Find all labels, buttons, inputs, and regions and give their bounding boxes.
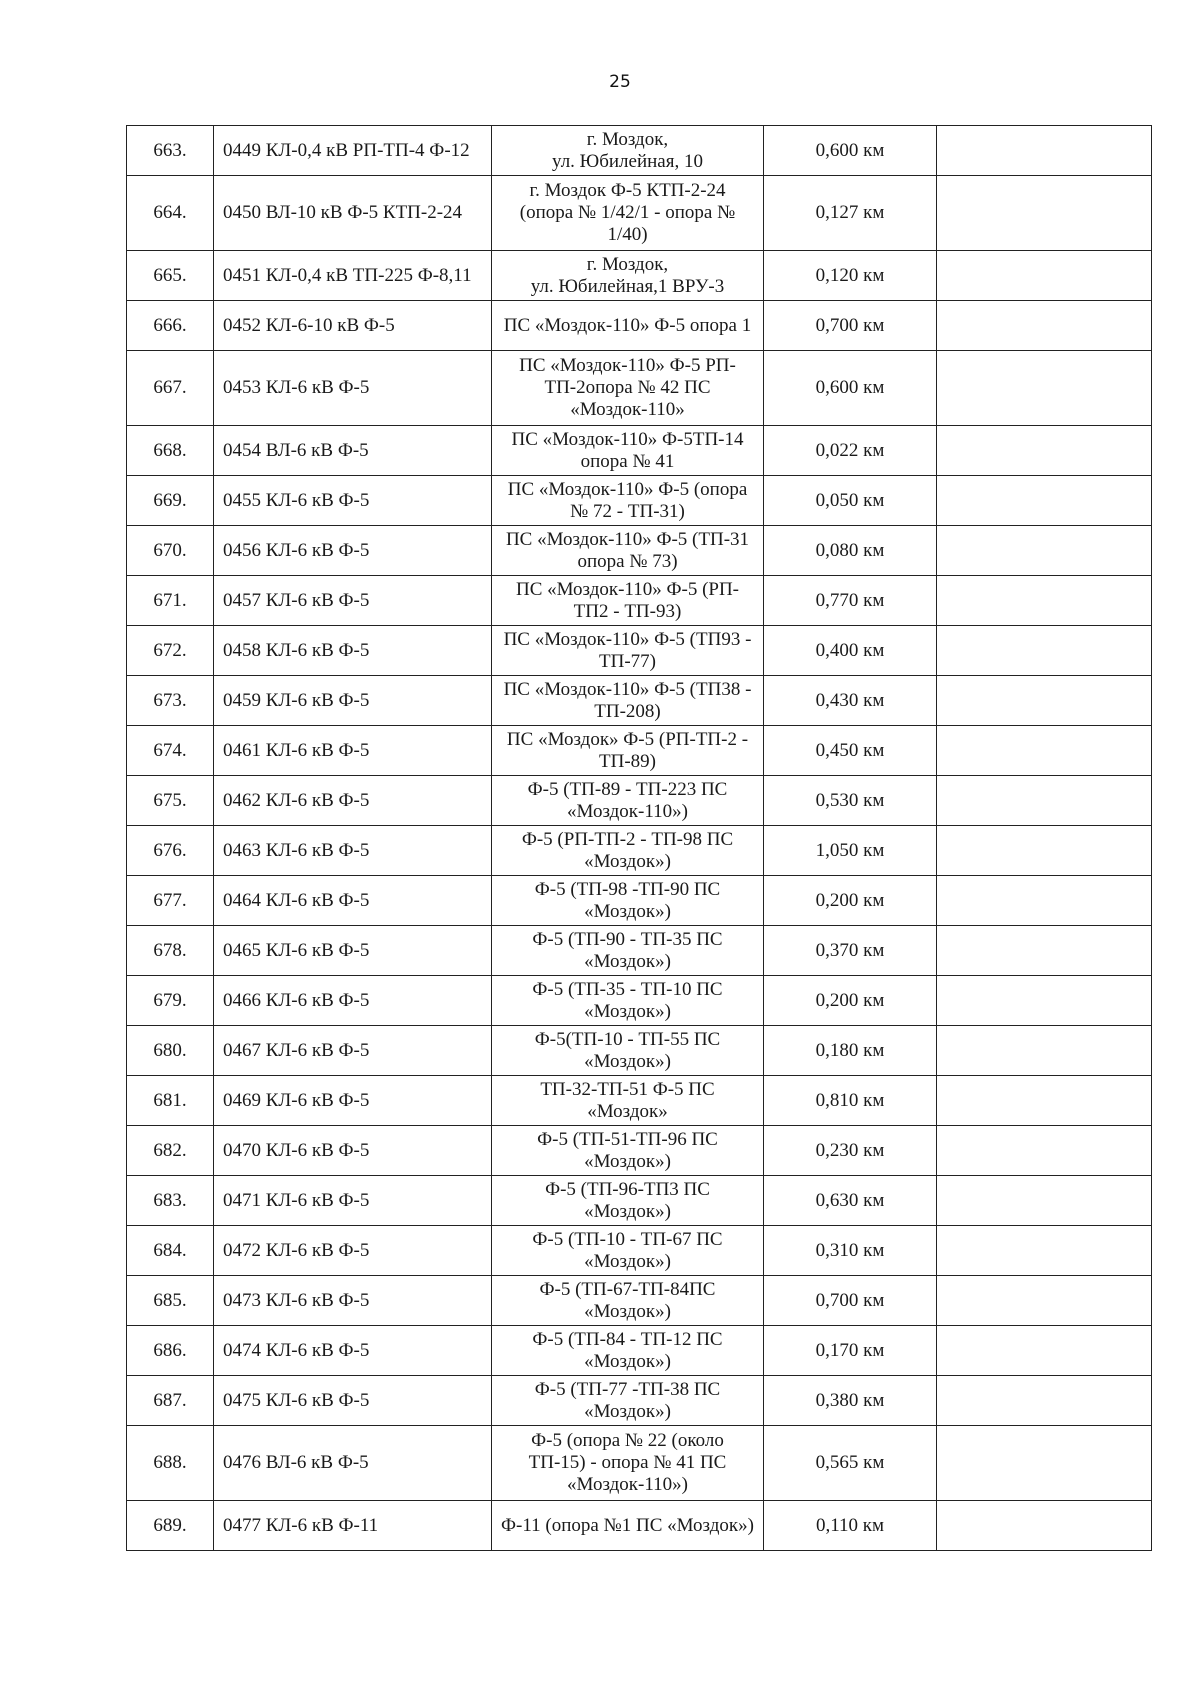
note-cell: [937, 1226, 1152, 1276]
note-cell: [937, 251, 1152, 301]
length-cell: 0,770 км: [764, 576, 937, 626]
note-cell: [937, 776, 1152, 826]
route-cell: г. Моздок, ул. Юбилейная, 10: [492, 126, 764, 176]
note-cell: [937, 1501, 1152, 1551]
row-number-cell: 689.: [127, 1501, 214, 1551]
table-row: [127, 126, 1152, 176]
table-row: [127, 301, 1152, 351]
row-number-cell: 664.: [127, 176, 214, 251]
length-cell: 1,050 км: [764, 826, 937, 876]
length-cell: 0,450 км: [764, 726, 937, 776]
length-cell: 0,310 км: [764, 1226, 937, 1276]
table-row: [127, 676, 1152, 726]
table-row: [127, 776, 1152, 826]
line-name-cell: 0454 ВЛ-6 кВ Ф-5: [214, 426, 492, 476]
length-cell: 0,530 км: [764, 776, 937, 826]
row-number-cell: 682.: [127, 1126, 214, 1176]
route-cell: Ф-5 (ТП-98 -ТП-90 ПС «Моздок»): [492, 876, 764, 926]
route-cell: Ф-5 (ТП-67-ТП-84ПС «Моздок»): [492, 1276, 764, 1326]
route-cell: ПС «Моздок-110» Ф-5 (опора № 72 - ТП-31): [492, 476, 764, 526]
length-cell: 0,200 км: [764, 976, 937, 1026]
line-name-cell: 0473 КЛ-6 кВ Ф-5: [214, 1276, 492, 1326]
table-row: [127, 1501, 1152, 1551]
length-cell: 0,127 км: [764, 176, 937, 251]
line-name-cell: 0459 КЛ-6 кВ Ф-5: [214, 676, 492, 726]
row-number-cell: 673.: [127, 676, 214, 726]
route-cell: Ф-5 (ТП-84 - ТП-12 ПС «Моздок»): [492, 1326, 764, 1376]
table-row: [127, 626, 1152, 676]
route-cell: ТП-32-ТП-51 Ф-5 ПС «Моздок»: [492, 1076, 764, 1126]
row-number-cell: 687.: [127, 1376, 214, 1426]
registry-table-body: [127, 126, 1152, 1551]
route-cell: г. Моздок, ул. Юбилейная,1 ВРУ-3: [492, 251, 764, 301]
line-name-cell: 0450 ВЛ-10 кВ Ф-5 КТП-2-24: [214, 176, 492, 251]
length-cell: 0,050 км: [764, 476, 937, 526]
line-name-cell: 0472 КЛ-6 кВ Ф-5: [214, 1226, 492, 1276]
row-number-cell: 677.: [127, 876, 214, 926]
row-number-cell: 672.: [127, 626, 214, 676]
length-cell: 0,565 км: [764, 1426, 937, 1501]
line-name-cell: 0475 КЛ-6 кВ Ф-5: [214, 1376, 492, 1426]
note-cell: [937, 726, 1152, 776]
note-cell: [937, 576, 1152, 626]
note-cell: [937, 126, 1152, 176]
row-number-cell: 676.: [127, 826, 214, 876]
row-number-cell: 684.: [127, 1226, 214, 1276]
table-row: [127, 726, 1152, 776]
table-row: [127, 876, 1152, 926]
note-cell: [937, 1326, 1152, 1376]
row-number-cell: 675.: [127, 776, 214, 826]
note-cell: [937, 476, 1152, 526]
table-row: [127, 426, 1152, 476]
table-row: [127, 976, 1152, 1026]
note-cell: [937, 626, 1152, 676]
line-name-cell: 0464 КЛ-6 кВ Ф-5: [214, 876, 492, 926]
note-cell: [937, 526, 1152, 576]
table-row: [127, 251, 1152, 301]
table-row: [127, 1326, 1152, 1376]
table-row: [127, 351, 1152, 426]
note-cell: [937, 1126, 1152, 1176]
note-cell: [937, 976, 1152, 1026]
table-row: [127, 1026, 1152, 1076]
row-number-cell: 679.: [127, 976, 214, 1026]
route-cell: Ф-5 (ТП-96-ТП3 ПС «Моздок»): [492, 1176, 764, 1226]
table-row: [127, 926, 1152, 976]
row-number-cell: 683.: [127, 1176, 214, 1226]
row-number-cell: 669.: [127, 476, 214, 526]
route-cell: ПС «Моздок» Ф-5 (РП-ТП-2 - ТП-89): [492, 726, 764, 776]
length-cell: 0,430 км: [764, 676, 937, 726]
line-name-cell: 0456 КЛ-6 кВ Ф-5: [214, 526, 492, 576]
note-cell: [937, 1376, 1152, 1426]
table-row: [127, 1176, 1152, 1226]
route-cell: Ф-5 (ТП-90 - ТП-35 ПС «Моздок»): [492, 926, 764, 976]
table-row: [127, 1076, 1152, 1126]
route-cell: г. Моздок Ф-5 КТП-2-24 (опора № 1/42/1 - опора № 1/40): [492, 176, 764, 251]
line-name-cell: 0451 КЛ-0,4 кВ ТП-225 Ф-8,11: [214, 251, 492, 301]
length-cell: 0,370 км: [764, 926, 937, 976]
note-cell: [937, 351, 1152, 426]
route-cell: Ф-5 (ТП-51-ТП-96 ПС «Моздок»): [492, 1126, 764, 1176]
line-name-cell: 0453 КЛ-6 кВ Ф-5: [214, 351, 492, 426]
route-cell: Ф-5 (ТП-10 - ТП-67 ПС «Моздок»): [492, 1226, 764, 1276]
line-name-cell: 0476 ВЛ-6 кВ Ф-5: [214, 1426, 492, 1501]
length-cell: 0,170 км: [764, 1326, 937, 1376]
line-name-cell: 0461 КЛ-6 кВ Ф-5: [214, 726, 492, 776]
route-cell: Ф-5 (ТП-89 - ТП-223 ПС «Моздок-110»): [492, 776, 764, 826]
table-row: [127, 1276, 1152, 1326]
route-cell: Ф-5 (опора № 22 (около ТП-15) - опора № 41 ПС «Моздок-110»): [492, 1426, 764, 1501]
table-row: [127, 526, 1152, 576]
length-cell: 0,200 км: [764, 876, 937, 926]
row-number-cell: 667.: [127, 351, 214, 426]
registry-table: [126, 125, 1152, 1551]
table-row: [127, 176, 1152, 251]
line-name-cell: 0470 КЛ-6 кВ Ф-5: [214, 1126, 492, 1176]
table-row: [127, 826, 1152, 876]
route-cell: Ф-5 (ТП-35 - ТП-10 ПС «Моздок»): [492, 976, 764, 1026]
line-name-cell: 0474 КЛ-6 кВ Ф-5: [214, 1326, 492, 1376]
route-cell: Ф-5(ТП-10 - ТП-55 ПС «Моздок»): [492, 1026, 764, 1076]
length-cell: 0,400 км: [764, 626, 937, 676]
row-number-cell: 686.: [127, 1326, 214, 1376]
length-cell: 0,080 км: [764, 526, 937, 576]
note-cell: [937, 926, 1152, 976]
table-row: [127, 576, 1152, 626]
line-name-cell: 0467 КЛ-6 кВ Ф-5: [214, 1026, 492, 1076]
line-name-cell: 0463 КЛ-6 кВ Ф-5: [214, 826, 492, 876]
table-row: [127, 476, 1152, 526]
route-cell: Ф-5 (ТП-77 -ТП-38 ПС «Моздок»): [492, 1376, 764, 1426]
row-number-cell: 663.: [127, 126, 214, 176]
route-cell: Ф-11 (опора №1 ПС «Моздок»): [492, 1501, 764, 1551]
line-name-cell: 0465 КЛ-6 кВ Ф-5: [214, 926, 492, 976]
note-cell: [937, 426, 1152, 476]
table-row: [127, 1226, 1152, 1276]
note-cell: [937, 1176, 1152, 1226]
row-number-cell: 666.: [127, 301, 214, 351]
line-name-cell: 0469 КЛ-6 кВ Ф-5: [214, 1076, 492, 1126]
length-cell: 0,380 км: [764, 1376, 937, 1426]
page-number: 25: [609, 72, 631, 92]
line-name-cell: 0457 КЛ-6 кВ Ф-5: [214, 576, 492, 626]
line-name-cell: 0452 КЛ-6-10 кВ Ф-5: [214, 301, 492, 351]
route-cell: ПС «Моздок-110» Ф-5 (ТП-31 опора № 73): [492, 526, 764, 576]
note-cell: [937, 1076, 1152, 1126]
length-cell: 0,180 км: [764, 1026, 937, 1076]
row-number-cell: 674.: [127, 726, 214, 776]
line-name-cell: 0466 КЛ-6 кВ Ф-5: [214, 976, 492, 1026]
row-number-cell: 685.: [127, 1276, 214, 1326]
note-cell: [937, 676, 1152, 726]
row-number-cell: 688.: [127, 1426, 214, 1501]
row-number-cell: 668.: [127, 426, 214, 476]
length-cell: 0,600 км: [764, 351, 937, 426]
route-cell: ПС «Моздок-110» Ф-5 (ТП93 - ТП-77): [492, 626, 764, 676]
note-cell: [937, 1276, 1152, 1326]
line-name-cell: 0471 КЛ-6 кВ Ф-5: [214, 1176, 492, 1226]
length-cell: 0,022 км: [764, 426, 937, 476]
table-row: [127, 1426, 1152, 1501]
length-cell: 0,700 км: [764, 301, 937, 351]
note-cell: [937, 876, 1152, 926]
row-number-cell: 678.: [127, 926, 214, 976]
row-number-cell: 671.: [127, 576, 214, 626]
length-cell: 0,230 км: [764, 1126, 937, 1176]
table-row: [127, 1376, 1152, 1426]
length-cell: 0,630 км: [764, 1176, 937, 1226]
row-number-cell: 680.: [127, 1026, 214, 1076]
line-name-cell: 0462 КЛ-6 кВ Ф-5: [214, 776, 492, 826]
length-cell: 0,600 км: [764, 126, 937, 176]
table-row: [127, 1126, 1152, 1176]
line-name-cell: 0477 КЛ-6 кВ Ф-11: [214, 1501, 492, 1551]
route-cell: ПС «Моздок-110» Ф-5 РП-ТП-2опора № 42 ПС «Моздок-110»: [492, 351, 764, 426]
note-cell: [937, 301, 1152, 351]
route-cell: Ф-5 (РП-ТП-2 - ТП-98 ПС «Моздок»): [492, 826, 764, 876]
route-cell: ПС «Моздок-110» Ф-5ТП-14 опора № 41: [492, 426, 764, 476]
line-name-cell: 0455 КЛ-6 кВ Ф-5: [214, 476, 492, 526]
length-cell: 0,110 км: [764, 1501, 937, 1551]
note-cell: [937, 1426, 1152, 1501]
length-cell: 0,120 км: [764, 251, 937, 301]
row-number-cell: 665.: [127, 251, 214, 301]
length-cell: 0,810 км: [764, 1076, 937, 1126]
length-cell: 0,700 км: [764, 1276, 937, 1326]
route-cell: ПС «Моздок-110» Ф-5 (ТП38 - ТП-208): [492, 676, 764, 726]
route-cell: ПС «Моздок-110» Ф-5 (РП-ТП2 - ТП-93): [492, 576, 764, 626]
note-cell: [937, 1026, 1152, 1076]
row-number-cell: 681.: [127, 1076, 214, 1126]
note-cell: [937, 176, 1152, 251]
route-cell: ПС «Моздок-110» Ф-5 опора 1: [492, 301, 764, 351]
line-name-cell: 0458 КЛ-6 кВ Ф-5: [214, 626, 492, 676]
row-number-cell: 670.: [127, 526, 214, 576]
note-cell: [937, 826, 1152, 876]
line-name-cell: 0449 КЛ-0,4 кВ РП-ТП-4 Ф-12: [214, 126, 492, 176]
